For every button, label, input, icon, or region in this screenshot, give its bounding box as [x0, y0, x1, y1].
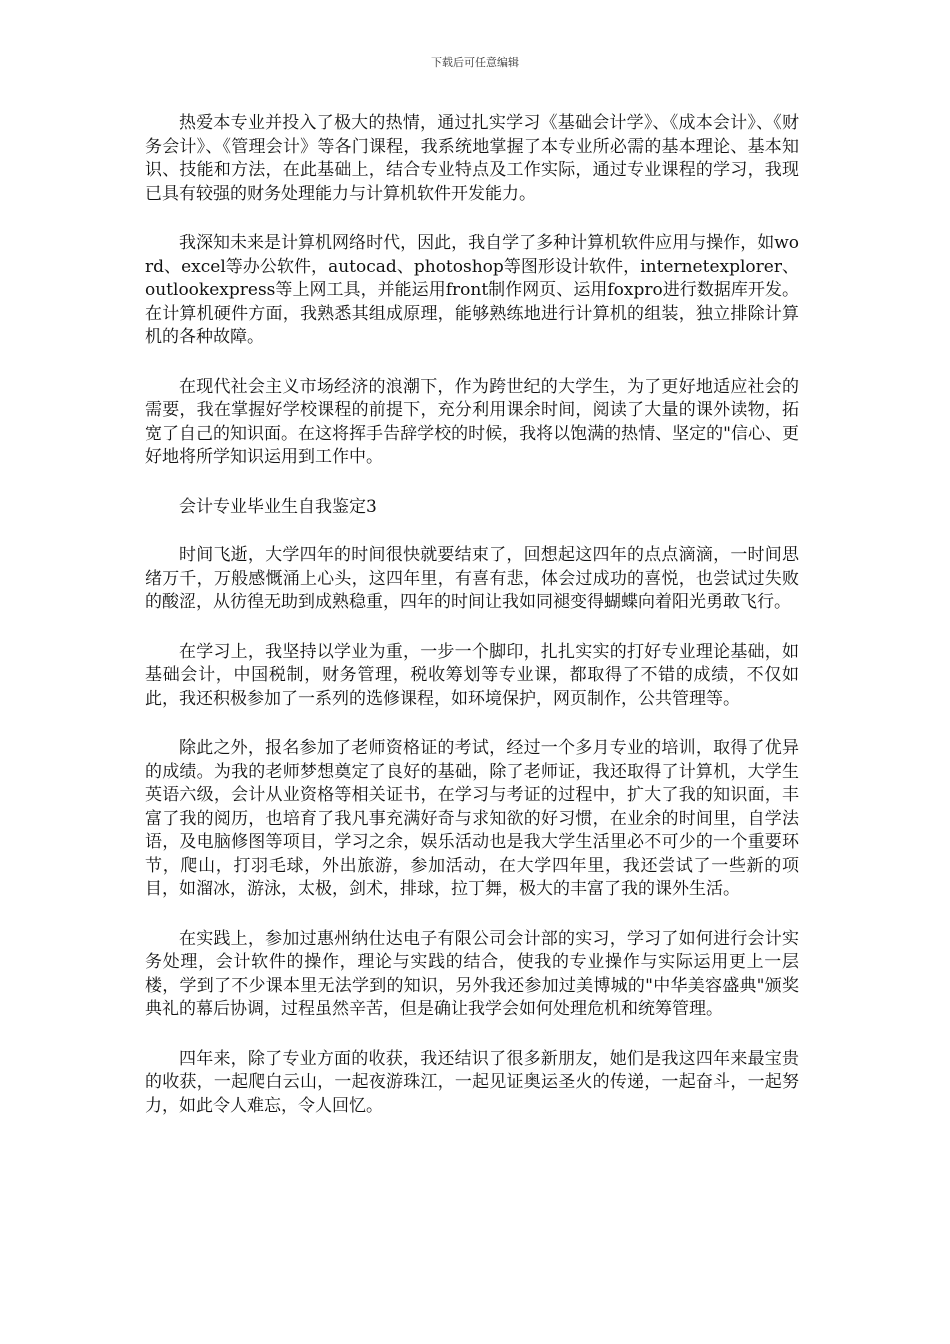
- paragraph-3: 在现代社会主义市场经济的浪潮下，作为跨世纪的大学生，为了更好地适应社会的需要，我在掌握好学校课程的前提下，充分利用课余时间，阅读了大量的课外读物，拓宽了自己的知识面。在这将挥手告辞学校的时候，我将以饱满的热情、坚定的"信心、更好地将所学知识运用到工作中。: [145, 376, 799, 467]
- section-paragraph-2: 在学习上，我坚持以学业为重，一步一个脚印，扎扎实实的打好专业理论基础，如基础会计，中国税制，财务管理，税收筹划等专业课，都取得了不错的成绩，不仅如此，我还积极参加了一系列的选修课程，如环境保护，网页制作，公共管理等。: [145, 641, 799, 709]
- section-paragraph-4: 在实践上，参加过惠州纳仕达电子有限公司会计部的实习，学习了如何进行会计实务处理，会计软件的操作，理论与实践的结合，使我的专业操作与实际运用更上一层楼，学到了不少课本里无法学到的知识，另外我还参加过美博城的"中华美容盛典"颁奖典礼的幕后协调，过程虽然辛苦，但是确让我学会如何处理危机和统筹管理。: [145, 928, 799, 1019]
- document-body: [145, 112, 799, 1144]
- section-paragraph-5: 四年来，除了专业方面的收获，我还结识了很多新朋友，她们是我这四年来最宝贵的收获，一起爬白云山，一起夜游珠江，一起见证奥运圣火的传递，一起奋斗，一起努力，如此令人难忘，令人回忆。: [145, 1048, 799, 1116]
- paragraph-1: 热爱本专业并投入了极大的热情，通过扎实学习《基础会计学》、《成本会计》、《财务会计》、《管理会计》等各门课程，我系统地掌握了本专业所必需的基本理论、基本知识、技能和方法，在此基础上，结合专业特点及工作实际，通过专业课程的学习，我现已具有较强的财务处理能力与计算机软件开发能力。: [145, 113, 799, 204]
- section-title: 会计专业毕业生自我鉴定3: [179, 496, 377, 517]
- section-paragraph-3: 除此之外，报名参加了老师资格证的考试，经过一个多月专业的培训，取得了优异的成绩。为我的老师梦想奠定了良好的基础，除了老师证，我还取得了计算机，大学生英语六级，会计从业资格等相关证书，在学习与考证的过程中，扩大了我的知识面，丰富了我的阅历，也培育了我凡事充满好奇与求知欲的好习惯，在业余的时间里，自学法语，及电脑修图等项目，学习之余，娱乐活动也是我大学生活里必不可少的一个重要环节，爬山，打羽毛球，外出旅游，参加活动，在大学四年里，我还尝试了一些新的项目，如溜冰，游泳，太极，剑术，排球，拉丁舞，极大的丰富了我的课外生活。: [145, 738, 799, 899]
- page-header: 下载后可任意编辑: [431, 56, 519, 69]
- section-paragraph-1: 时间飞逝，大学四年的时间很快就要结束了，回想起这四年的点点滴滴，一时间思绪万千，万般感慨涌上心头，这四年里，有喜有悲，体会过成功的喜悦，也尝试过失败的酸涩，从彷徨无助到成熟稳重，四年的时间让我如同褪变得蝴蝶向着阳光勇敢飞行。: [145, 545, 799, 612]
- paragraph-2: 我深知未来是计算机网络时代，因此，我自学了多种计算机软件应用与操作，如word、excel等办公软件，autocad、photoshop等图形设计软件，internetexplorer、outlookexpress等上网工具，并能运用front制作网页、运用foxpro进行数据库开发。在计算机硬件方面，我熟悉其组成原理，能够熟练地进行计算机的组装，独立排除计算机的各种故障。: [145, 233, 799, 347]
